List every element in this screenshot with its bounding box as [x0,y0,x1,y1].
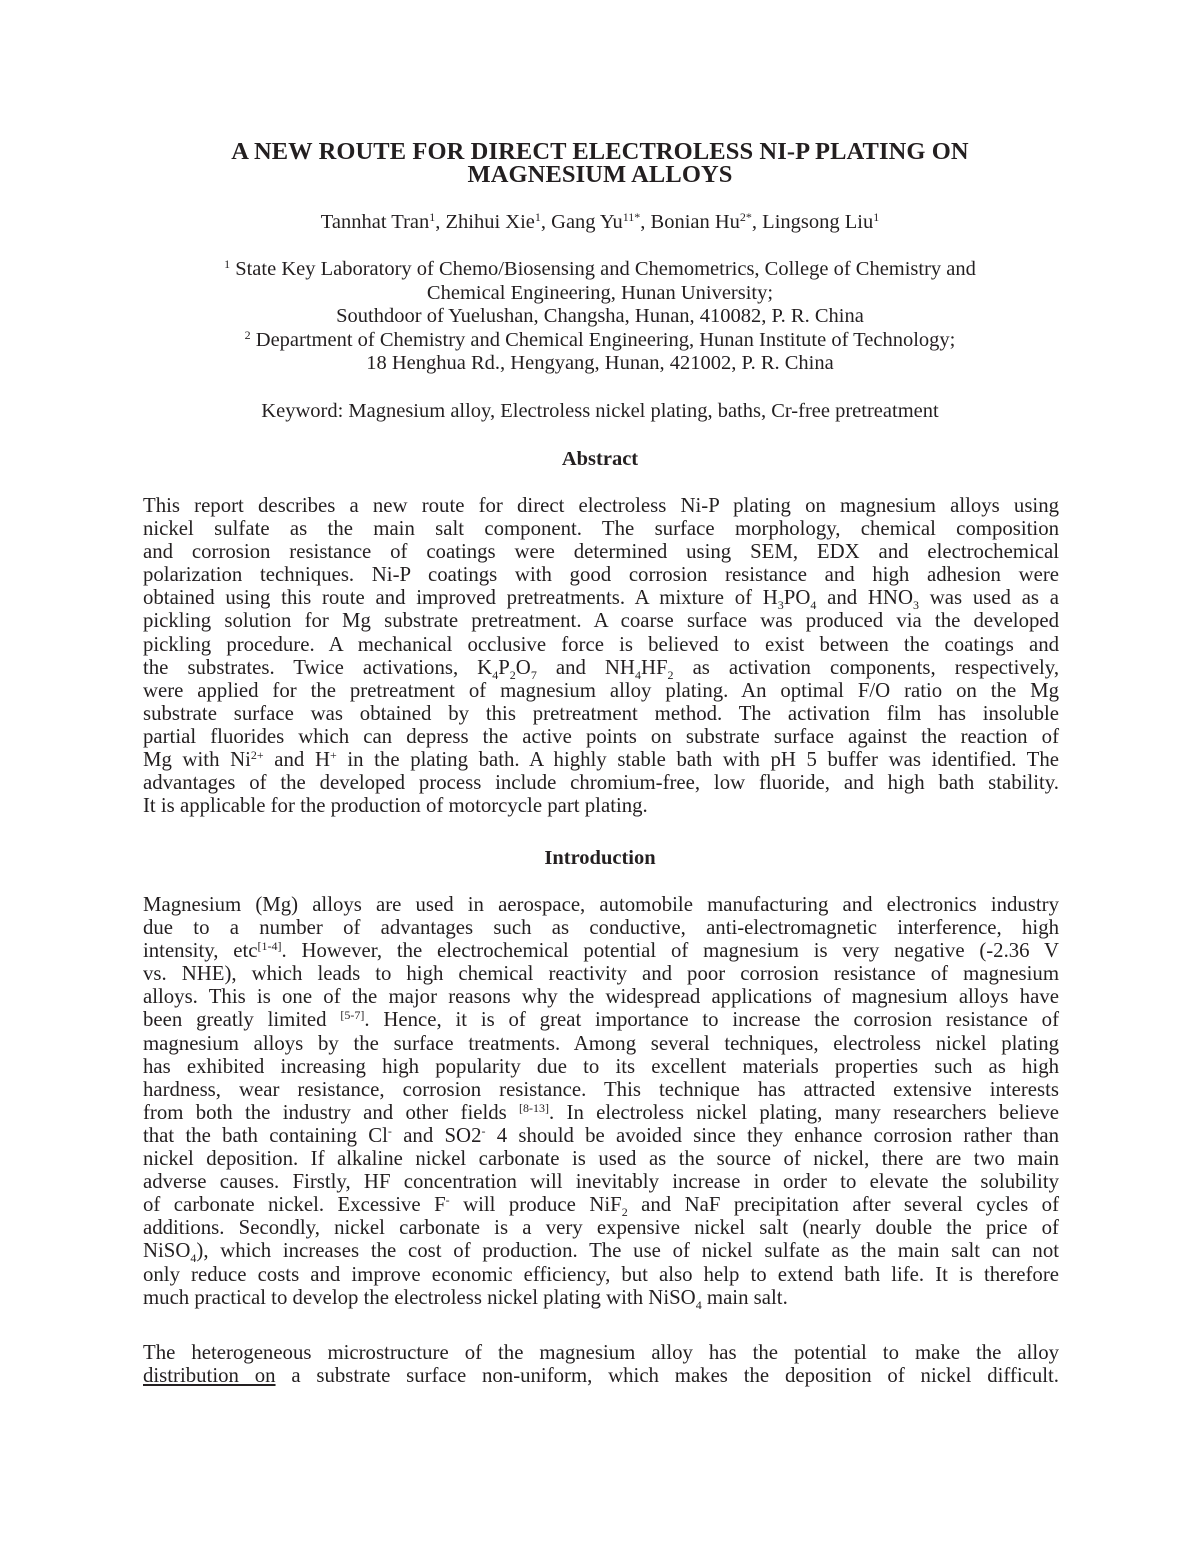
author-sep: , [540,211,552,233]
introduction-paragraph-2 [143,1341,1059,1387]
author-name: Gang Yu [551,211,623,233]
superscript: - [387,1123,392,1138]
text-line: and corrosion resistance of coatings were determined using SEM, EDX and electrochemical [143,540,1059,564]
text-line: It is applicable for the production of motorcycle part plating. [143,794,648,818]
text-run: O [515,655,531,679]
text-line [143,1101,1059,1124]
abstract-body [143,494,1059,817]
affiliation-1-line-3: Southdoor of Yuelushan, Changsha, Hunan, 410082, P. R. China [336,305,864,328]
affiliation-mark: 2 [244,327,251,342]
text-line: alloys. This is one of the major reasons why the widespread applications of magnesium alloys have [143,985,1059,1009]
subscript: 4 [695,1297,702,1312]
subscript: 2 [667,667,674,682]
text-run: 4 should be avoided since they enhance corrosion rather than [485,1123,1059,1147]
text-line [143,655,1060,682]
subscript: 4 [492,667,499,682]
author-affil-mark: 2* [739,210,752,224]
text-line [143,1124,1059,1147]
subscript: 3 [777,598,784,613]
text-run: PO [783,586,811,610]
introduction-paragraph-1 [143,893,1060,1312]
text-line: substrate surface was obtained by this pretreatment method. The activation film has insoluble [143,701,1059,725]
author-name: Zhihui Xie [445,211,535,233]
text-line: The heterogeneous microstructure of the magnesium alloy has the potential to make the alloy [143,1341,1059,1364]
text-line: polarization techniques. Ni-P coatings with good corrosion resistance and high adhesion were [143,563,1059,587]
text-run: the substrates. Twice activations, K [143,655,493,679]
author-list [100,209,1100,235]
text-run: obtained using this route and improved pretreatments. A mixture of H [143,586,778,610]
citation: [8-13] [519,1100,550,1115]
affiliation-text: Department of Chemistry and Chemical Engineering, Hunan Institute of Technology; [250,328,956,351]
text-line: pickling procedure. A mechanical occlusive force is believed to exist between the coatings and [143,632,1059,656]
text-line: magnesium alloys by the surface treatments. Among several techniques, electroless nickel plating [143,1031,1059,1055]
text-line: partial fluorides which can depress the active points on substrate surface against the reaction of [143,724,1059,748]
text-line: has exhibited increasing high popularity due to its excellent materials properties such as high [143,1054,1059,1078]
text-run: from both the industry and other fields [143,1100,520,1124]
text-run: and HNO [816,586,913,610]
superscript: - [481,1123,486,1138]
text-run: intensity, etc [143,939,258,963]
citation: [5-7] [340,1008,365,1023]
text-run: main salt. [701,1285,788,1309]
text-run: as activation components, respectively, [673,655,1060,679]
keywords: Keyword: Magnesium alloy, Electroless nickel plating, baths, Cr-free pretreatment [261,400,939,422]
affiliation-text: State Key Laboratory of Chemo/Biosensing and Chemometrics, College of Chemistry and [230,258,976,280]
affiliation-1 [100,258,1100,282]
text-line [143,939,1059,962]
author-name: Lingsong Liu [762,211,874,233]
text-run: Mg with Ni [143,748,251,772]
text-line [143,1285,1059,1312]
text-line [143,748,1059,771]
affiliation-2-line-2: 18 Henghua Rd., Hengyang, Hunan, 421002, P. R. China [366,352,834,375]
affiliations [100,258,1100,376]
text-line: due to a number of advantages such as conductive, anti-electromagnetic interference, high [143,916,1059,940]
subscript: 2 [621,1205,628,1220]
text-run: that the bath containing Cl [143,1123,388,1147]
citation: [1-4] [257,939,282,954]
subscript: 7 [530,667,537,682]
text-run: ), which increases the cost of production. The use of nickel sulfate as the main salt can not [196,1239,1059,1263]
text-run: a substrate surface non-uniform, which makes the deposition of nickel difficult. [275,1364,1060,1388]
text-line: hardness, wear resistance, corrosion resistance. This technique has attracted extensive interests [143,1077,1059,1101]
superscript: + [329,748,337,763]
text-line: only reduce costs and improve economic efficiency, but also help to extend bath life. It is therefore [143,1262,1059,1286]
paper-title [120,140,1080,186]
text-line: were applied for the pretreatment of magnesium alloy plating. An optimal F/O ratio on the Mg [143,678,1059,702]
text-line: Magnesium (Mg) alloys are used in aerospace, automobile manufacturing and electronics industry [143,893,1059,916]
text-line: vs. NHE), which leads to high chemical reactivity and poor corrosion resistance of magnesium [143,962,1059,986]
affiliation-1-line-2: Chemical Engineering, Hunan University; [426,281,774,304]
superscript: - [445,1193,450,1208]
underlined-text: distribution on [143,1364,276,1388]
author-sep: , [751,211,763,233]
text-line: nickel sulfate as the main salt component. The surface morphology, chemical composition [143,517,1059,541]
affiliation-2 [100,329,1100,353]
text-run: P [498,655,510,679]
subscript: 4 [190,1251,197,1266]
text-line: nickel deposition. If alkaline nickel carbonate is used as the source of nickel, there are two main [143,1147,1059,1171]
affiliation-mark: 1 [224,257,231,271]
text-run: of carbonate nickel. Excessive F [143,1193,446,1217]
author-name: Bonian Hu [650,211,740,233]
text-run: will produce NiF [449,1193,622,1217]
text-run: and NH [536,655,635,679]
text-line: adverse causes. Firstly, HF concentration will inevitably increase in order to elevate the solubility [143,1170,1059,1194]
author-affil-mark: 1 [873,210,880,224]
author-affil-mark: 1 [429,210,436,224]
text-run: and NaF precipitation after several cycles of [627,1193,1059,1217]
text-run: much practical to develop the electroless nickel plating with NiSO [143,1285,696,1309]
text-line: This report describes a new route for direct electroless Ni-P plating on magnesium alloys using [143,494,1059,517]
text-line [143,1364,1059,1387]
text-run: been greatly limited [143,1008,341,1032]
subscript: 2 [509,667,516,682]
text-line: additions. Secondly, nickel carbonate is a very expensive nickel salt (nearly double the price of [143,1216,1059,1240]
text-run: in the plating bath. A highly stable bath with pH 5 buffer was identified. The [336,748,1060,772]
text-line: pickling solution for Mg substrate pretreatment. A coarse surface was produced via the developed [143,609,1059,633]
author-name: Tannhat Tran [320,211,430,233]
author-affil-mark: 1 [534,210,541,224]
text-run: . In electroless nickel plating, many researchers believe [549,1100,1059,1124]
text-line [143,1239,1059,1266]
title-line-2: MAGNESIUM ALLOYS [467,161,733,188]
text-run: was used as a [918,586,1059,610]
text-run: NiSO [143,1239,191,1263]
text-line [143,1008,1059,1031]
text-run: HF [640,655,668,679]
introduction-heading: Introduction [544,847,656,869]
subscript: 3 [912,598,919,613]
text-run: . Hence, it is of great importance to increase the corrosion resistance of [364,1008,1060,1032]
superscript: 2+ [250,748,264,763]
text-run: and H [263,748,330,772]
abstract-heading: Abstract [561,448,639,470]
subscript: 4 [634,667,641,682]
title-line-1: A NEW ROUTE FOR DIRECT ELECTROLESS NI-P PLATING ON [231,138,969,165]
subscript: 4 [810,598,817,613]
author-sep: , [435,211,446,233]
author-affil-mark: 11* [622,210,641,224]
text-line: advantages of the developed process include chromium-free, low fluoride, and high bath stability. [143,771,1059,795]
text-run: . However, the electrochemical potential of magnesium is very negative (-2.36 V [281,939,1059,963]
author-sep: , [640,211,651,233]
text-run: and SO2 [391,1123,482,1147]
text-line [143,1193,1059,1220]
text-line [143,586,1059,613]
